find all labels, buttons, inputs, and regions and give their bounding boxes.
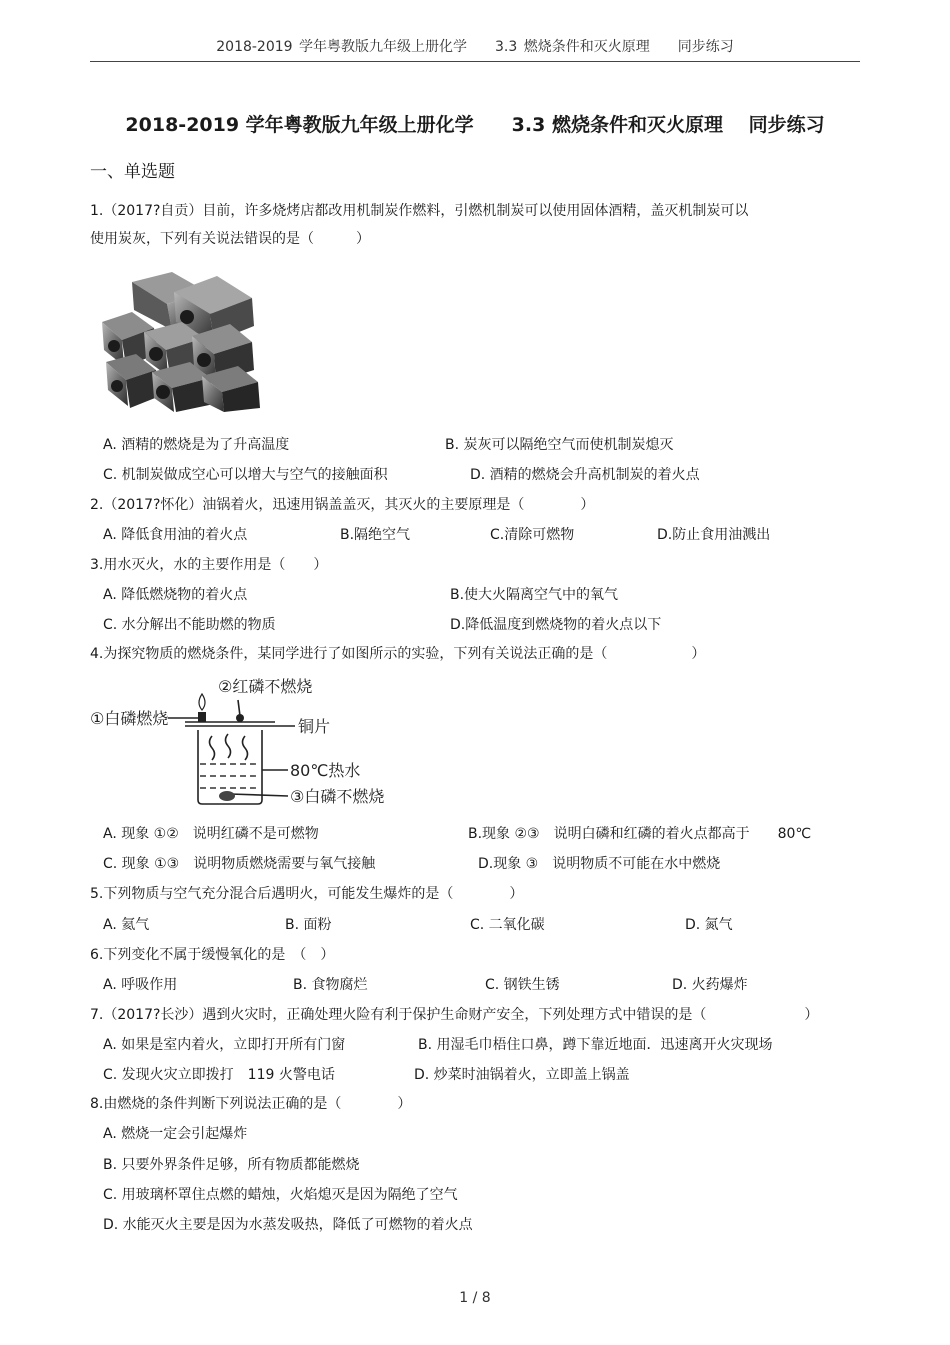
q3-option-b: B.使大火隔离空气中的氧气 (450, 587, 619, 603)
q2-option-a: A. 降低食用油的着火点 (103, 527, 248, 543)
q2-option-b: B.隔绝空气 (340, 527, 411, 543)
q5-option-a: A. 氦气 (103, 917, 150, 933)
q4-option-a: A. 现象 ①② 说明红磷不是可燃物 (103, 826, 319, 842)
q8-option-b: B. 只要外界条件足够，所有物质都能燃烧 (103, 1157, 360, 1173)
q2-stem: 2.（2017?怀化）油锅着火，迅速用锅盖盖灭，其灭火的主要原理是（ ） (90, 497, 595, 513)
q6-option-b: B. 食物腐烂 (293, 977, 368, 993)
q1-option-d: D. 酒精的燃烧会升高机制炭的着火点 (470, 467, 700, 483)
q3-stem: 3.用水灭火，水的主要作用是（ ） (90, 557, 328, 573)
q7-option-d: D. 炒菜时油锅着火，立即盖上锅盖 (414, 1067, 630, 1083)
charcoal-briquettes-image (92, 262, 262, 414)
header-rule (90, 61, 860, 62)
q6-option-d: D. 火药爆炸 (672, 977, 748, 993)
q8-option-c: C. 用玻璃杯罩住点燃的蜡烛，火焰熄灭是因为隔绝了空气 (103, 1187, 458, 1203)
q7-option-a: A. 如果是室内着火，立即打开所有门窗 (103, 1037, 346, 1053)
q4-option-d: D.现象 ③ 说明物质不可能在水中燃烧 (478, 856, 721, 872)
q8-option-d: D. 水能灭火主要是因为水蒸发吸热，降低了可燃物的着火点 (103, 1217, 473, 1233)
q1-stem-line2: 使用炭灰，下列有关说法错误的是（ ） (90, 231, 370, 247)
q8-option-a: A. 燃烧一定会引起爆炸 (103, 1126, 248, 1142)
q4-option-b: B.现象 ②③ 说明白磷和红磷的着火点都高于 80℃ (468, 826, 812, 842)
q3-option-d: D.降低温度到燃烧物的着火点以下 (450, 617, 662, 633)
label-white-phosphorus: ①白磷燃烧 (90, 709, 169, 728)
q7-option-c: C. 发现火灾立即拨打 119 火警电话 (103, 1067, 335, 1083)
q7-stem: 7.（2017?长沙）遇到火灾时，正确处理火险有利于保护生命财产安全，下列处理方式中错误的是（ ） (90, 1007, 819, 1023)
q4-stem: 4.为探究物质的燃烧条件，某同学进行了如图所示的实验，下列有关说法正确的是（ ） (90, 646, 706, 662)
page-number: 1 / 8 (459, 1290, 491, 1306)
label-white-phosphorus-water: ③白磷不燃烧 (290, 787, 385, 806)
q3-option-a: A. 降低燃烧物的着火点 (103, 587, 248, 603)
document-title: 2018-2019 学年粤教版九年级上册化学 3.3 燃烧条件和灭火原理 同步练习 (125, 114, 825, 136)
q5-option-c: C. 二氧化碳 (470, 917, 545, 933)
label-copper: 铜片 (298, 717, 331, 736)
q5-option-b: B. 面粉 (285, 917, 332, 933)
q3-option-c: C. 水分解出不能助燃的物质 (103, 617, 276, 633)
q1-option-b: B. 炭灰可以隔绝空气而使机制炭熄灭 (445, 437, 674, 453)
q1-option-c: C. 机制炭做成空心可以增大与空气的接触面积 (103, 467, 388, 483)
q7-option-b: B. 用湿毛巾梧住口鼻，蹲下靠近地面．迅速离开火灾现场 (418, 1037, 773, 1053)
q2-option-c: C.清除可燃物 (490, 527, 575, 543)
combustion-experiment-diagram (90, 672, 390, 814)
q5-stem: 5.下列物质与空气充分混合后遇明火，可能发生爆炸的是（ ） (90, 886, 524, 902)
running-header: 2018-2019 学年粤教版九年级上册化学 3.3 燃烧条件和灭火原理 同步练习 (216, 39, 734, 55)
label-red-phosphorus: ②红磷不燃烧 (218, 677, 313, 696)
q6-stem: 6.下列变化不属于缓慢氧化的是 （ ） (90, 947, 335, 963)
section-heading: 一、单选题 (90, 162, 175, 182)
q1-stem-line1: 1.（2017?自贡）目前，许多烧烤店都改用机制炭作燃料，引燃机制炭可以使用固体酒精，盖灭机制炭可以 (90, 203, 749, 219)
q1-option-a: A. 酒精的燃烧是为了升高温度 (103, 437, 290, 453)
q8-stem: 8.由燃烧的条件判断下列说法正确的是（ ） (90, 1096, 412, 1112)
q6-option-c: C. 钢铁生锈 (485, 977, 560, 993)
q2-option-d: D.防止食用油溅出 (657, 527, 771, 543)
label-hot-water: 80℃热水 (290, 761, 361, 780)
q6-option-a: A. 呼吸作用 (103, 977, 178, 993)
q4-option-c: C. 现象 ①③ 说明物质燃烧需要与氧气接触 (103, 856, 376, 872)
q5-option-d: D. 氮气 (685, 917, 733, 933)
